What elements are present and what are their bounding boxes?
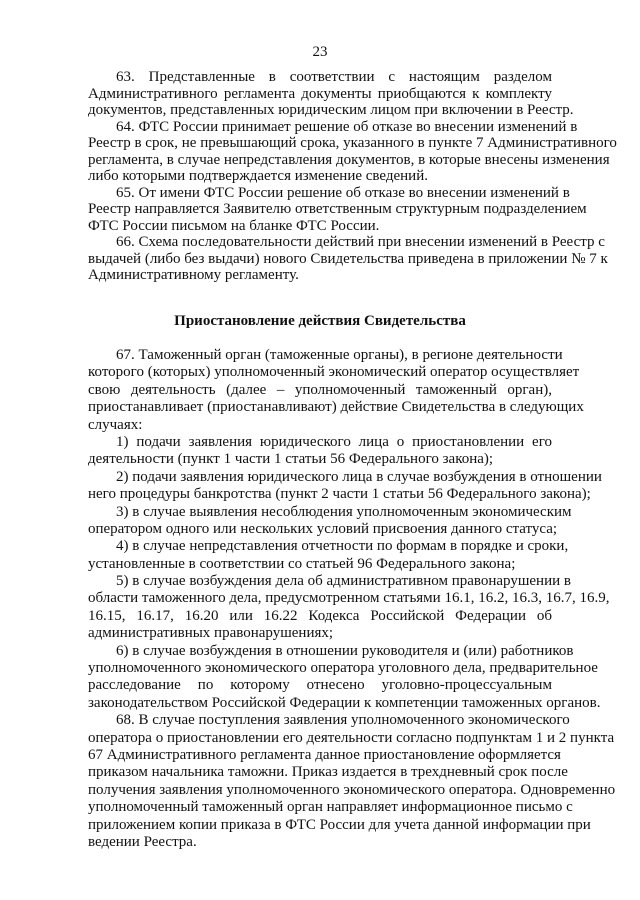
text-line: 66. Схема последовательности действий при внесении изменений в Реестр с bbox=[116, 234, 605, 250]
text-line: 1) подачи заявления юридического лица о приостановлении его bbox=[116, 433, 552, 450]
text-line: деятельности (пункт 1 части 1 статьи 56 Федерального закона); bbox=[88, 451, 494, 468]
text-line: приложением копии приказа в ФТС России для учета данной информации при bbox=[88, 816, 591, 833]
text-line: оператора о приостановлении его деятельности согласно подпунктам 1 и 2 пункта bbox=[88, 729, 615, 746]
paragraph bbox=[88, 642, 601, 713]
text-line: административных правонарушениях; bbox=[88, 625, 334, 642]
text-line: уполномоченный таможенный орган направляет информационное письмо с bbox=[88, 799, 573, 816]
text-line: 16.15, 16.17, 16.20 или 16.22 Кодекса Российской Федерации об bbox=[88, 607, 552, 624]
text-line: расследование по которому отнесено уголовно-процессуальным bbox=[88, 677, 552, 694]
text-line: него процедуры банкротства (пункт 2 части 1 статьи 56 Федерального закона); bbox=[88, 486, 591, 503]
text-line: 65. От имени ФТС России решение об отказе во внесении изменений в bbox=[116, 184, 570, 201]
text-line: установленные в соответствии со статьей 96 Федерального закона; bbox=[88, 555, 516, 572]
section-heading: Приостановление действия Свидетельства bbox=[174, 313, 466, 329]
text-line: выдачей (либо без выдачи) нового Свидетельства приведена в приложении № 7 к bbox=[88, 250, 608, 267]
paragraph bbox=[88, 118, 617, 185]
text-line: свою деятельность (далее – уполномоченный таможенный орган), bbox=[88, 381, 552, 398]
text-line: приостанавливает (приостанавливают) действие Свидетельства в следующих bbox=[88, 399, 584, 416]
text-line: 67. Таможенный орган (таможенные органы), в регионе деятельности bbox=[116, 347, 563, 363]
text-line: регламента, в случае непредставления документов, в которые внесены изменения bbox=[88, 151, 610, 168]
text-line: 6) в случае возбуждения в отношении руководителя и (или) работников bbox=[116, 642, 574, 659]
text-line: документов, представленных юридическим лицом при включении в Реестр. bbox=[88, 102, 574, 118]
text-line: приказом начальника таможни. Приказ издается в трехдневный срок после bbox=[88, 764, 568, 781]
text-line: 64. ФТС России принимает решение об отказе во внесении изменений в bbox=[116, 118, 578, 135]
paragraph bbox=[88, 234, 608, 284]
text-line: законодательством Российской Федерации к компетенции таможенных органов. bbox=[88, 694, 601, 711]
text-line: оператором одного или нескольких условий присвоения данного статуса; bbox=[88, 520, 558, 537]
paragraph bbox=[88, 347, 584, 434]
text-line: Административного регламента документы приобщаются к комплекту bbox=[88, 85, 552, 102]
paragraph bbox=[88, 468, 602, 504]
text-line: 5) в случае возбуждения дела об административном правонарушении в bbox=[116, 573, 571, 590]
text-line: получения заявления уполномоченного экономического оператора. Одновременно bbox=[88, 781, 616, 798]
paragraph bbox=[88, 184, 587, 235]
text-line: 68. В случае поступления заявления уполномоченного экономического bbox=[116, 712, 570, 729]
text-line: случаях: bbox=[88, 416, 143, 433]
text-line: Реестр направляется Заявителю ответственным структурным подразделением bbox=[88, 201, 587, 217]
paragraph bbox=[88, 538, 569, 573]
text-line: 3) в случае выявления несоблюдения уполномоченным экономическим bbox=[116, 503, 572, 520]
text-line: 67 Административного регламента данное приостановление оформляется bbox=[88, 746, 561, 763]
paragraph bbox=[88, 573, 610, 643]
page-number: 23 bbox=[312, 44, 328, 60]
text-line: Реестр в срок, не превышающий срока, указанного в пункте 7 Административного bbox=[88, 135, 617, 151]
paragraph bbox=[88, 503, 572, 539]
paragraphs-67-68 bbox=[88, 347, 616, 851]
text-line: 4) в случае непредставления отчетности по формам в порядке и сроки, bbox=[116, 538, 569, 555]
text-line: которого (которых) уполномоченный экономический оператор осуществляет bbox=[88, 364, 580, 381]
text-line: ФТС России письмом на бланке ФТС России. bbox=[88, 217, 380, 234]
paragraph bbox=[88, 712, 616, 851]
text-line: Административному регламенту. bbox=[88, 267, 299, 283]
paragraphs-63-66 bbox=[88, 69, 617, 284]
text-line: ведении Реестра. bbox=[88, 833, 197, 850]
paragraph bbox=[88, 434, 552, 469]
text-line: 2) подачи заявления юридического лица в случае возбуждения в отношении bbox=[116, 468, 602, 485]
paragraph bbox=[88, 69, 574, 119]
text-line: 63. Представленные в соответствии с настоящим разделом bbox=[116, 69, 552, 85]
text-line: области таможенного дела, предусмотренном статьями 16.1, 16.2, 16.3, 16.7, 16.9, bbox=[88, 590, 610, 607]
text-line: либо которыми подтверждается изменение сведений. bbox=[88, 168, 428, 184]
text-line: уполномоченного экономического оператора уголовного дела, предварительное bbox=[88, 660, 598, 677]
